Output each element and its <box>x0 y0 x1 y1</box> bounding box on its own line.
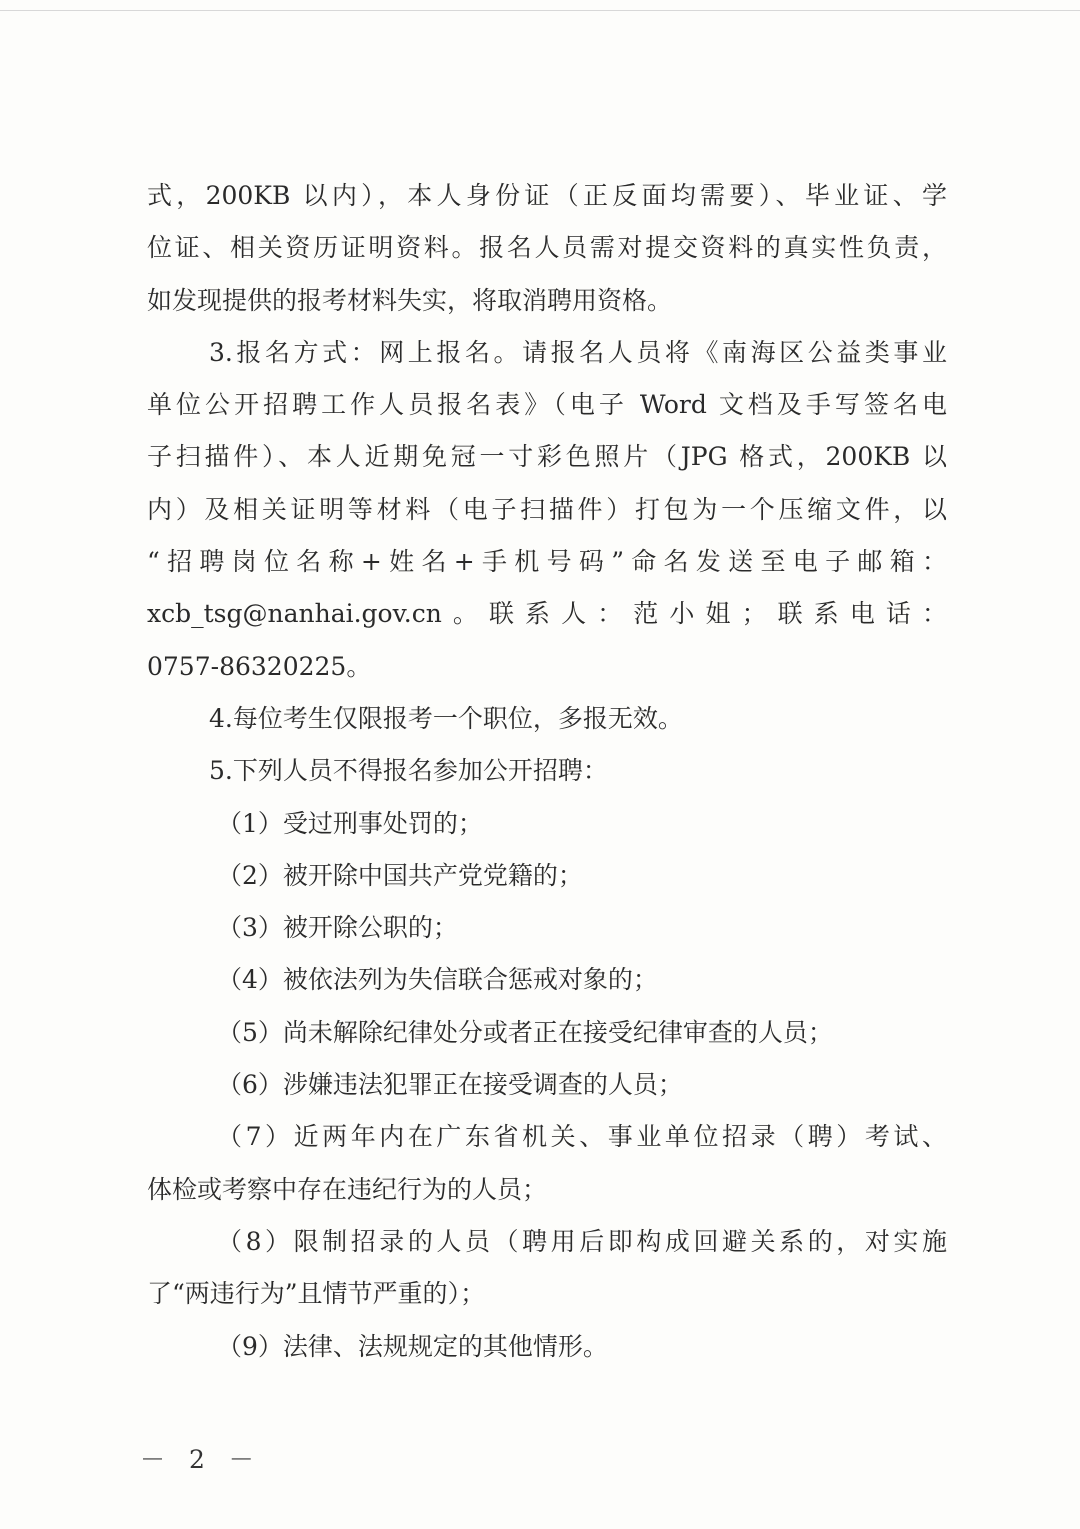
text-line: 如发现提供的报考材料失实，将取消聘用资格。 <box>147 285 673 315</box>
text-line: （8）限制招录的人员（聘用后即构成回避关系的，对实施 <box>217 1226 947 1256</box>
text-line: （9）法律、法规规定的其他情形。 <box>217 1331 608 1361</box>
text-line: 体检或考察中存在违纪行为的人员； <box>147 1174 548 1204</box>
text-line: 4.每位考生仅限报考一个职位，多报无效。 <box>209 703 683 733</box>
text-line: 位证、相关资历证明资料。报名人员需对提交资料的真实性负责， <box>147 233 947 263</box>
text-line: 单位公开招聘工作人员报名表》（电子 Word 文档及手写签名电 <box>147 390 947 420</box>
text-line: 了“两违行为”且情节严重的）； <box>147 1279 486 1309</box>
text-line: （4）被依法列为失信联合惩戒对象的； <box>217 965 658 995</box>
text-line: 内）及相关证明等材料（电子扫描件）打包为一个压缩文件，以 <box>147 494 947 524</box>
text-line: 式，200KB 以内），本人身份证（正反面均需要）、毕业证、学 <box>147 181 947 210</box>
text-line: 0757-86320225。 <box>147 651 372 681</box>
text-line: （7）近两年内在广东省机关、事业单位招录（聘）考试、 <box>217 1122 947 1152</box>
text-line: “招聘岗位名称+姓名+手机号码”命名发送至电子邮箱： <box>147 547 947 577</box>
text-line: （1）受过刑事处罚的； <box>217 808 483 838</box>
top-divider <box>0 10 1080 11</box>
text-line: xcb_tsg@nanhai.gov.cn。联系人：范小姐；联系电话： <box>147 599 947 629</box>
document-body <box>147 170 947 1373</box>
text-line: （6）涉嫌违法犯罪正在接受调查的人员； <box>217 1070 683 1100</box>
text-line: 5.下列人员不得报名参加公开招聘： <box>209 756 608 786</box>
text-line: （3）被开除公职的； <box>217 913 458 943</box>
text-line: （2）被开除中国共产党党籍的； <box>217 860 583 890</box>
text-line: （5）尚未解除纪律处分或者正在接受纪律审查的人员； <box>217 1017 833 1047</box>
page-number: － 2 － <box>140 1445 262 1474</box>
text-line: 子扫描件）、本人近期免冠一寸彩色照片（JPG 格式，200KB 以 <box>147 442 947 472</box>
text-line: 3.报名方式：网上报名。请报名人员将《南海区公益类事业 <box>209 337 947 367</box>
